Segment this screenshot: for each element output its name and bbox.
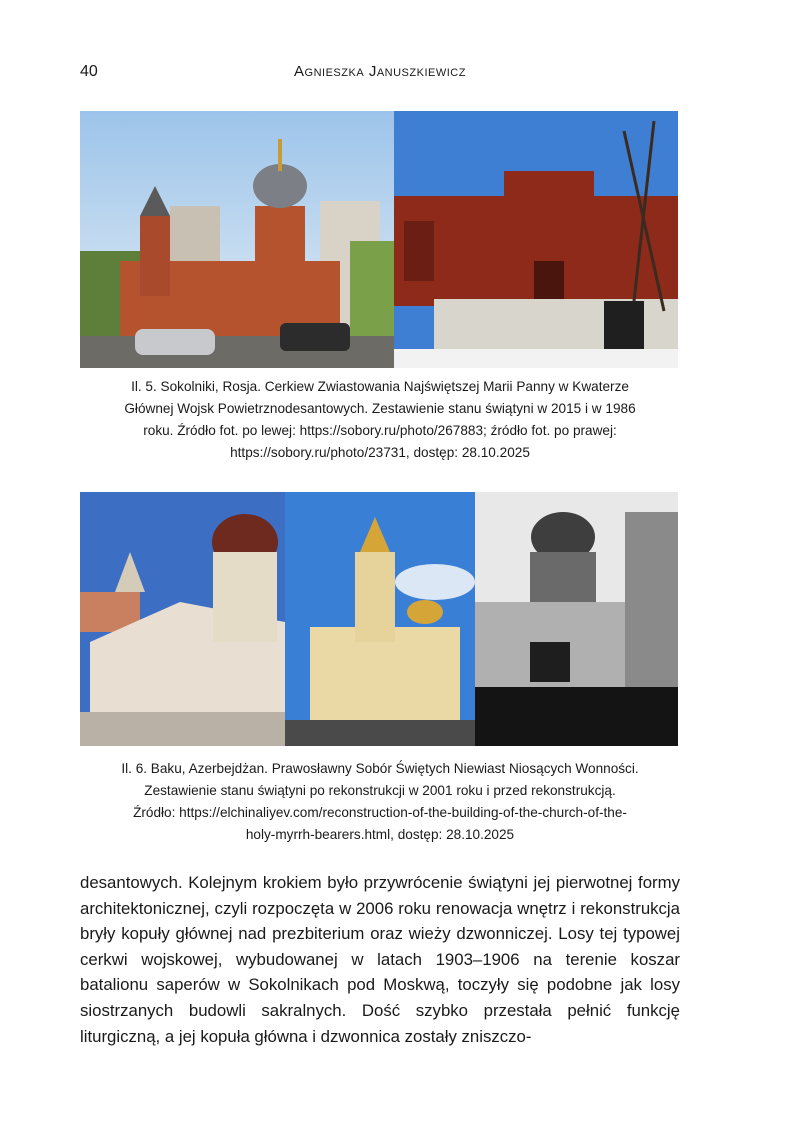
- figure5-photo-left: [80, 111, 394, 368]
- figure6-photo-3: [475, 492, 678, 746]
- figure5-caption: [80, 376, 680, 464]
- figure6-caption: [80, 758, 680, 846]
- caption-line: holy-myrrh-bearers.html, dostęp: 28.10.2025: [245, 827, 515, 842]
- caption-line: Il. 6. Baku, Azerbejdżan. Prawosławny Sobór Świętych Niewiast Niosących Wonności.: [121, 761, 639, 776]
- figure6-photo-1: [80, 492, 285, 746]
- page-number: 40: [80, 63, 98, 80]
- running-head: Agnieszka Januszkiewicz: [294, 63, 466, 80]
- caption-line: Źródło: https://elchinaliyev.com/reconstruction-of-the-building-of-the-church-of-the-: [133, 805, 627, 820]
- sokolniki-2015-photo: [80, 111, 394, 368]
- caption-line: https://sobory.ru/photo/23731, dostęp: 28.10.2025: [230, 445, 530, 460]
- baku-cathedral-photo-1: [80, 492, 285, 746]
- caption-line: Zestawienie stanu świątyni po rekonstrukcji w 2001 roku i przed rekonstrukcją.: [144, 783, 616, 798]
- caption-line: Il. 5. Sokolniki, Rosja. Cerkiew Zwiastowania Najświętszej Marii Panny w Kwaterze: [131, 379, 629, 394]
- body-text: [80, 870, 680, 1049]
- sokolniki-1986-photo: [394, 111, 678, 368]
- baku-cathedral-photo-3: [475, 492, 678, 746]
- figure6-photo-2: [285, 492, 475, 746]
- body-paragraph: desantowych. Kolejnym krokiem było przywrócenie świątyni jej pierwotnej formy architektonicznej, czyli rozpoczęta w 2006 roku renowacja wnętrz i rekonstrukcja bryły kopuły głównej nad prezbiterium oraz wieży dzwonniczej. Losy tej typowej cerkwi wojskowej, wybudowanej w latach 1903–1906 na terenie koszar batalionu saperów w Sokolnikach pod Moskwą, toczyły się podobne jak losy siostrzanych budowli sakralnych. Dość szybko przestała pełnić funkcję liturgiczną, a jej kopuła główna i dzwonnica zostały zniszczo-: [80, 873, 680, 1046]
- caption-line: Głównej Wojsk Powietrznodesantowych. Zestawienie stanu świątyni w 2015 i w 1986: [124, 401, 636, 416]
- figure5-photo-right: [394, 111, 678, 368]
- page-header: [80, 63, 680, 85]
- baku-cathedral-photo-2: [285, 492, 475, 746]
- caption-line: roku. Źródło fot. po lewej: https://sobory.ru/photo/267883; źródło fot. po prawej:: [143, 423, 617, 438]
